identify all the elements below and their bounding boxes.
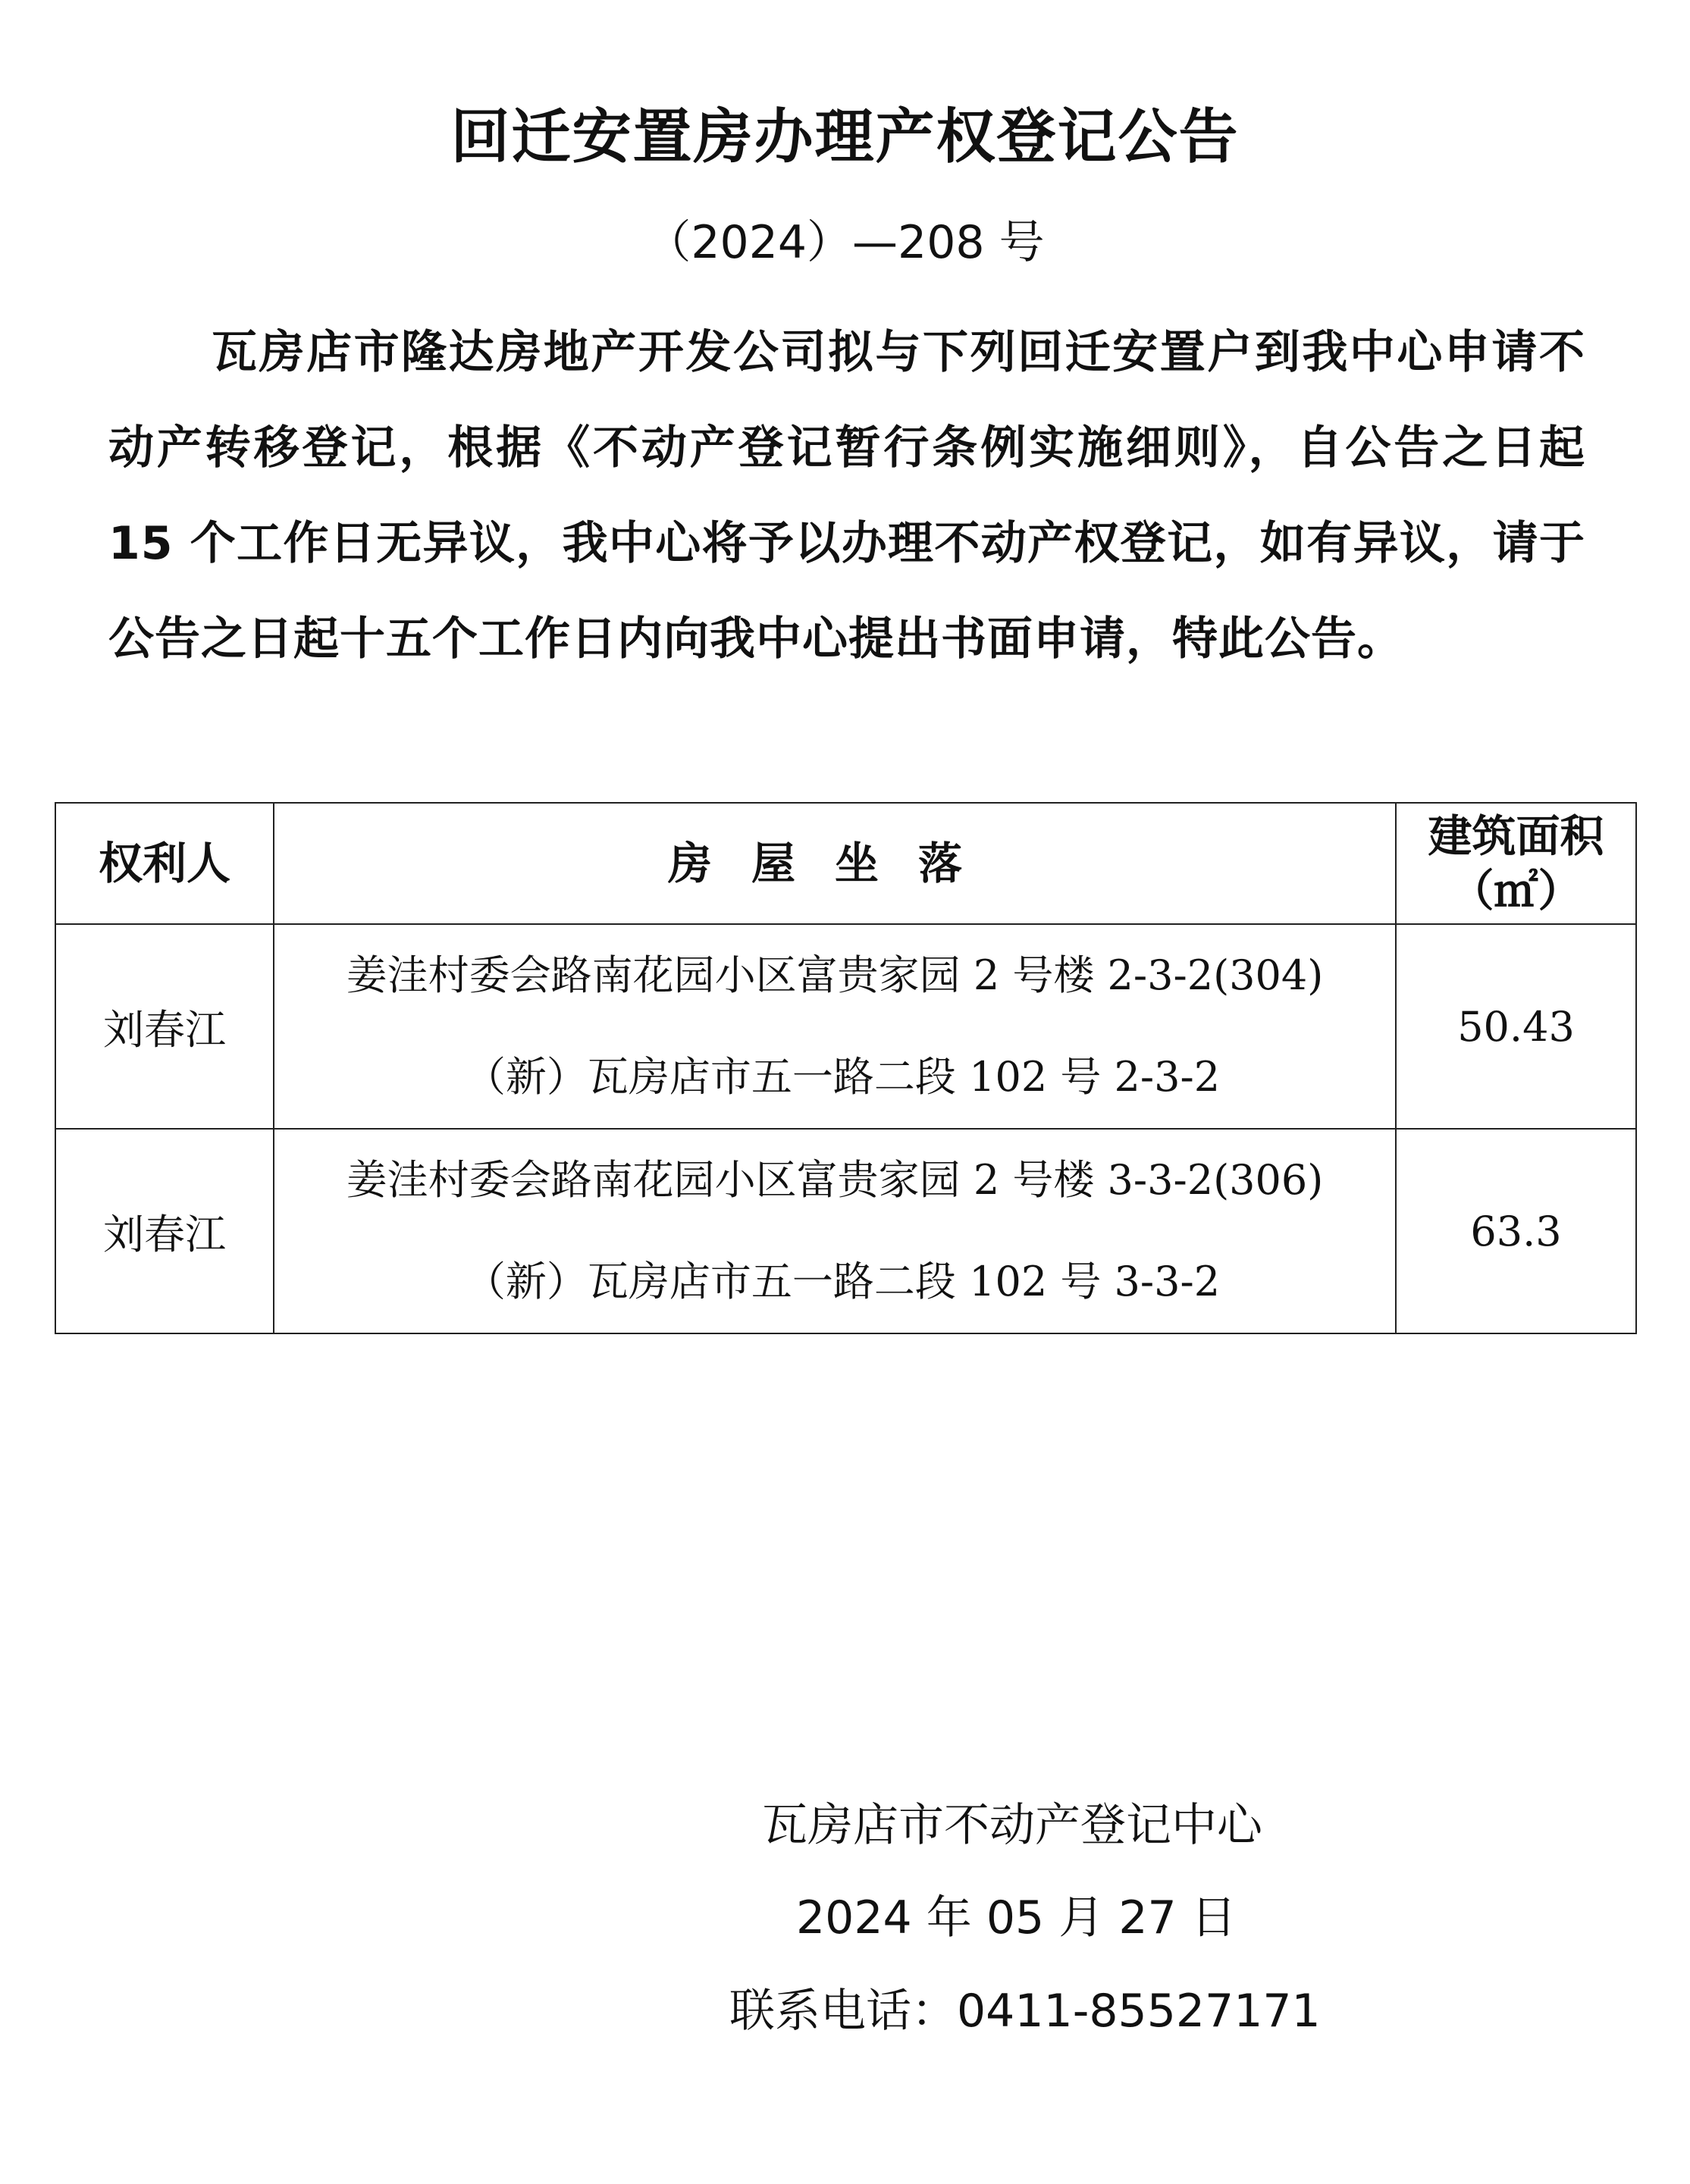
table-header-row [55, 803, 1636, 924]
location-old-address: 姜洼村委会路南花园小区富贵家园 2 号楼 3-3-2(306) [346, 1156, 1324, 1204]
notice-body: 瓦房店市隆达房地产开发公司拟与下列回迁安置户到我中心申请不动产转移登记，根据《不动产登记暂行条例实施细则》，自公告之日起 15 个工作日无异议，我中心将予以办理不动产权登记，如有异议，请于公告之日起十五个工作日内向我中心提出书面申请，特此公告。 [108, 326, 1585, 666]
contact-phone: 联系电话：0411-85527171 [729, 1985, 1321, 2038]
holder-cell: 刘春江 [55, 924, 274, 1129]
area-cell: 50.43 [1396, 924, 1636, 1129]
header-holder: 权利人 [55, 803, 274, 924]
header-area [1396, 803, 1636, 924]
issuer-name: 瓦房店市不动产登记中心 [762, 1799, 1262, 1852]
table-row [55, 924, 1636, 1129]
issue-date: 2024 年 05 月 27 日 [796, 1891, 1237, 1944]
notice-number: （2024）—208 号 [645, 216, 1045, 269]
holder-cell: 刘春江 [55, 1129, 274, 1333]
area-cell: 63.3 [1396, 1129, 1636, 1333]
location-cell [274, 1129, 1396, 1333]
location-old-address: 姜洼村委会路南花园小区富贵家园 2 号楼 2-3-2(304) [346, 951, 1324, 999]
header-area-label: 建筑面积 [1428, 810, 1604, 862]
location-cell [274, 924, 1396, 1129]
location-new-address: （新）瓦房店市五一路二段 102 号 3-3-2 [464, 1258, 1221, 1305]
header-location: 房屋坐落 [274, 803, 1396, 924]
location-new-address: （新）瓦房店市五一路二段 102 号 2-3-2 [464, 1053, 1221, 1101]
table-row [55, 1129, 1636, 1333]
notice-title: 回迁安置房办理产权登记公告 [450, 103, 1240, 171]
registration-table [55, 802, 1637, 1334]
header-area-unit: （㎡） [1450, 865, 1582, 917]
